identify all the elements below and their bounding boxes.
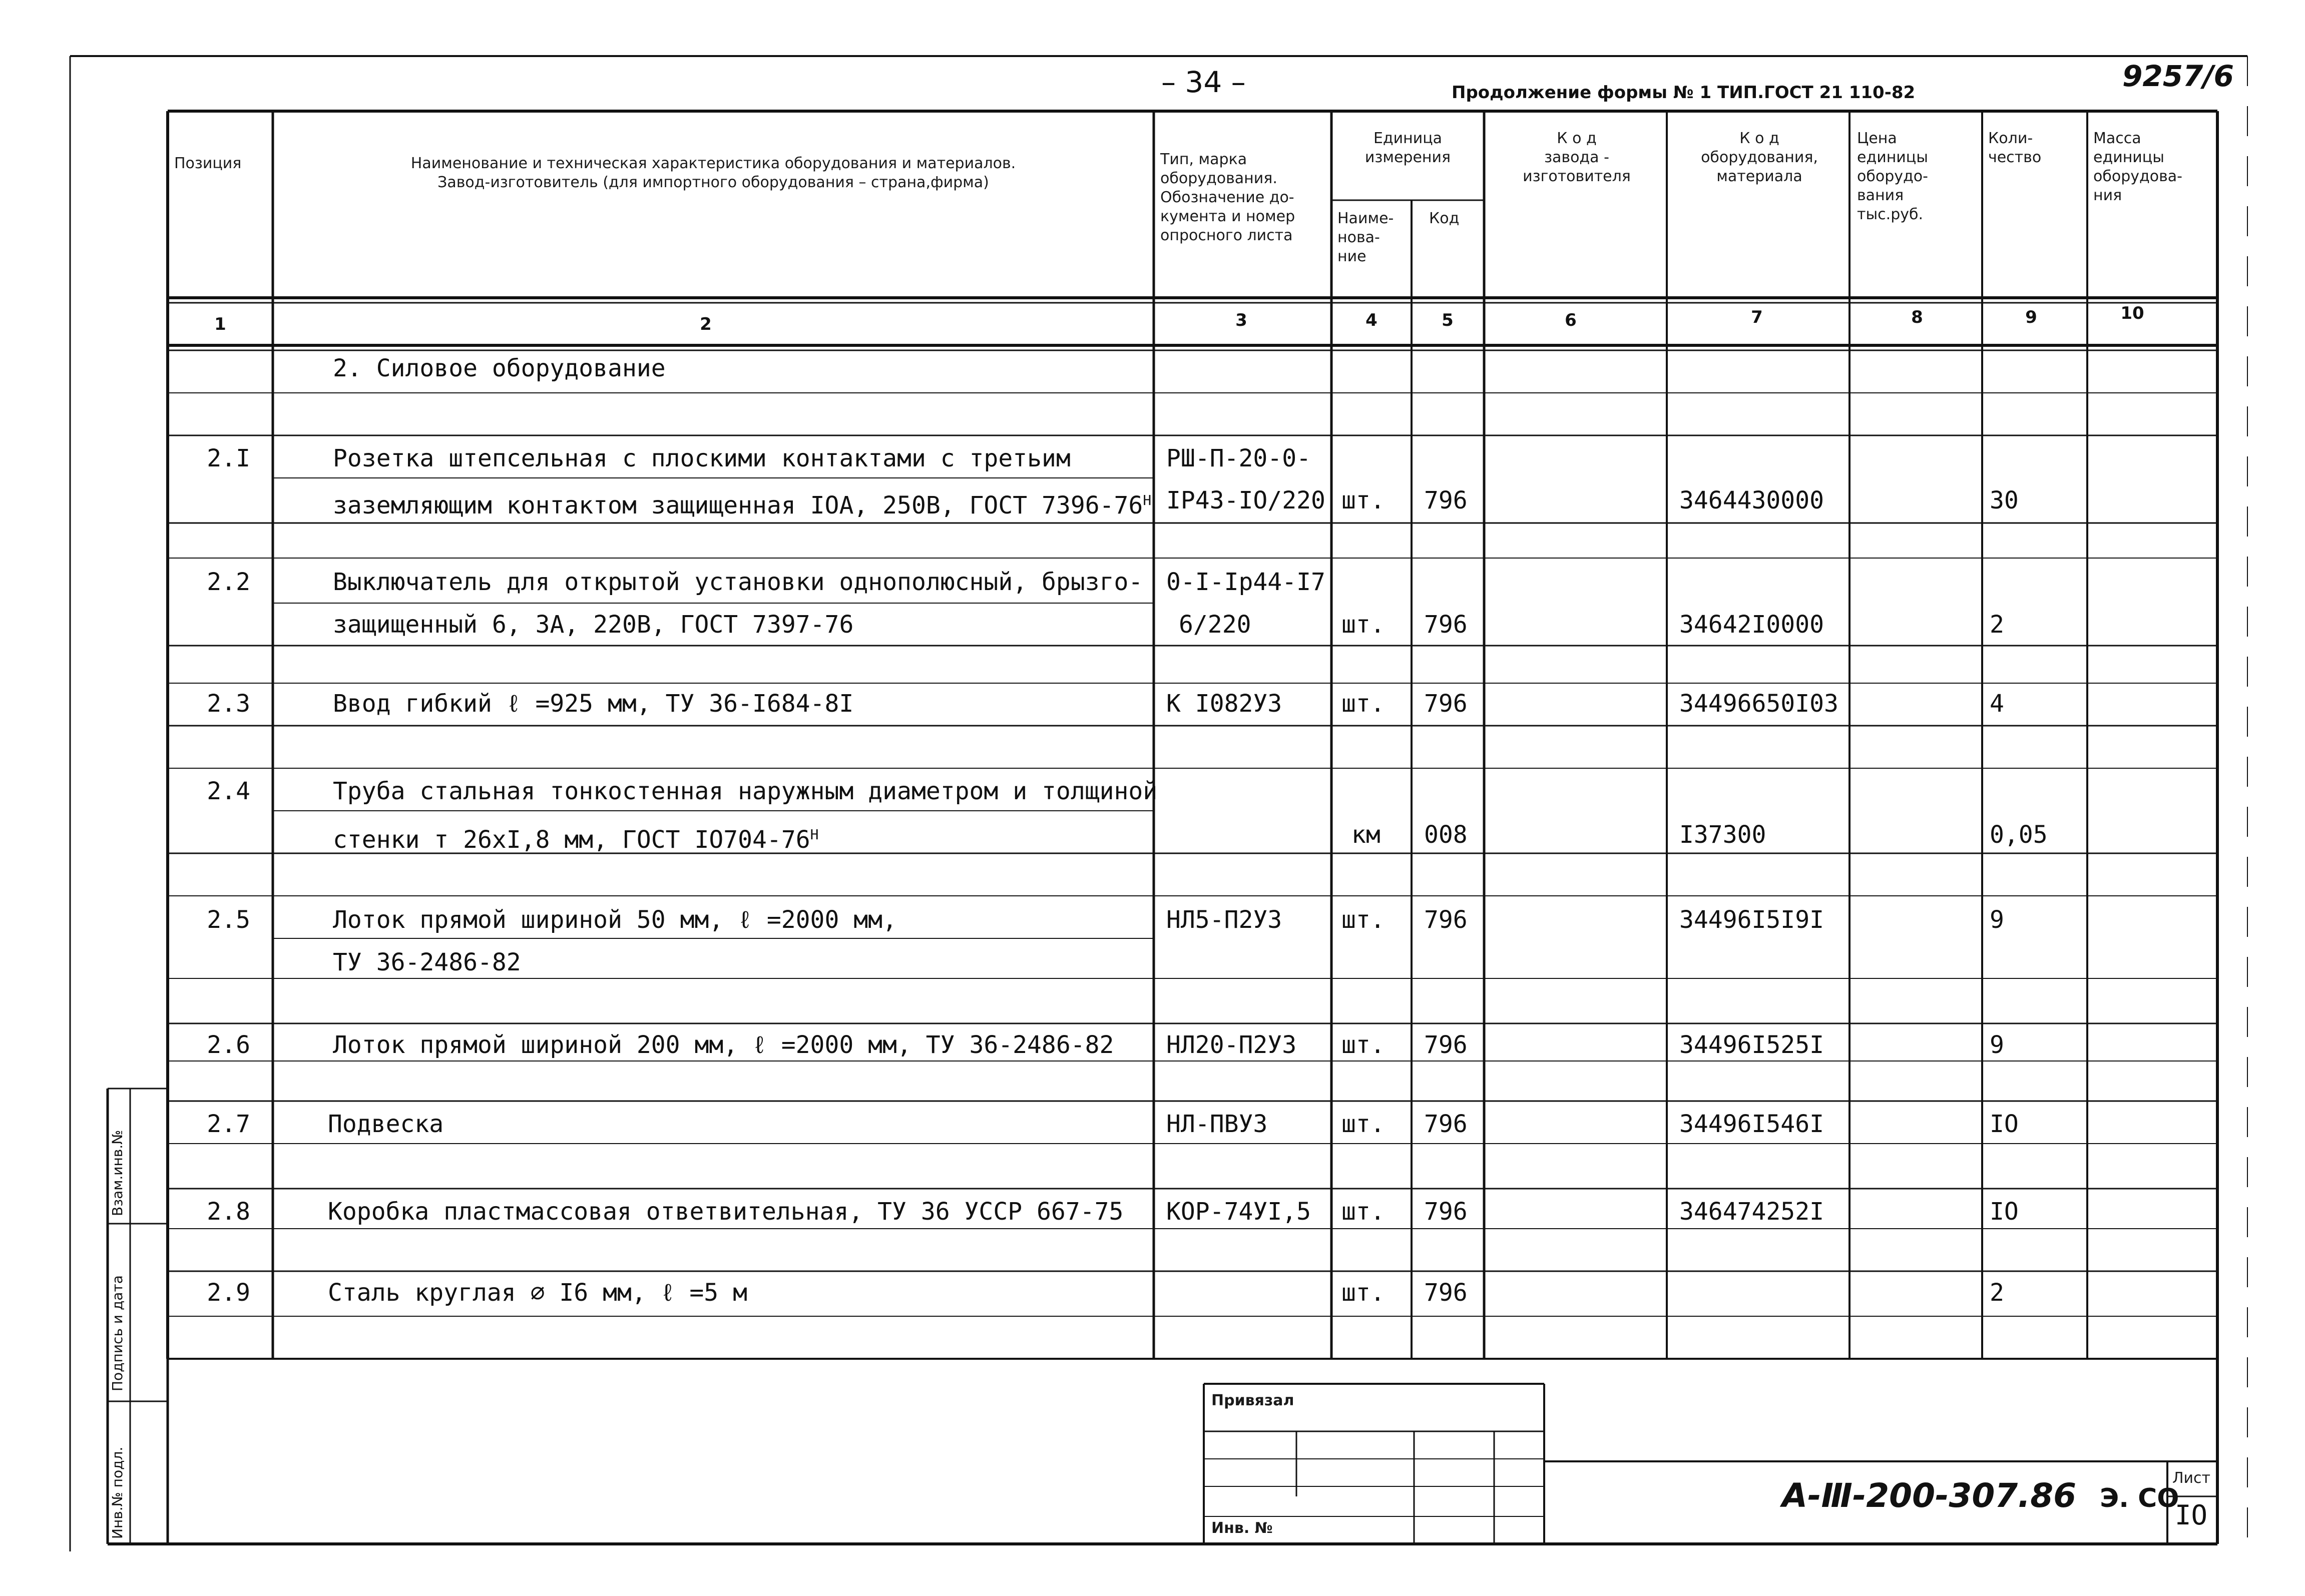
header-item-l1: К о д: [1739, 130, 1779, 147]
header-name-line2: Завод-изготовитель (для импортного оборудования – страна,фирма): [437, 174, 989, 191]
row-2-3-item-code: 34496650I03: [1679, 690, 1838, 718]
header-maker-l2: завода -: [1544, 149, 1609, 166]
row-2-3-position: 2.3: [207, 690, 250, 718]
row-2-5-position: 2.5: [207, 906, 250, 934]
page-marker: – 34 –: [1161, 65, 1246, 99]
header-type: [1160, 150, 1295, 245]
row-2-7-item-code: 34496I546I: [1679, 1110, 1824, 1138]
row-2-1-unit: шт.: [1341, 486, 1385, 514]
col-number-3: 3: [1235, 310, 1247, 330]
row-2-1-type-line1: РШ-П-20-0-: [1166, 444, 1311, 472]
row-2-9-position: 2.9: [207, 1279, 250, 1307]
row-2-2-name-line2: защищенный 6, 3А, 220В, ГОСТ 7397-76: [333, 611, 854, 639]
document-code: [1782, 1476, 2179, 1515]
col-number-10: 10: [2120, 303, 2144, 323]
row-2-8-item-code: 346474252I: [1679, 1198, 1824, 1226]
header-price-l3: оборудо-: [1857, 168, 1928, 185]
row-2-4-name-line1: Труба стальная тонкостенная наружным диаметром и толщиной: [333, 777, 1158, 805]
col-number-4: 4: [1365, 310, 1377, 330]
header-mass-l2: единицы: [2093, 149, 2164, 166]
header-mass-l1: Масса: [2093, 130, 2141, 147]
row-2-4-name-text: стенки т 26хI,8 мм, ГОСТ IO704-76: [333, 826, 810, 854]
row-2-7-position: 2.7: [207, 1110, 250, 1138]
document-code-suffix: Э. СО: [2100, 1483, 2179, 1513]
row-2-1-name-sup: Н: [1143, 492, 1152, 508]
row-2-6-qty: 9: [1990, 1031, 2004, 1059]
row-2-1-qty: 30: [1990, 486, 2019, 514]
row-2-3-name-line1: Ввод гибкий ℓ =925 мм, ТУ 36-I684-8I: [333, 690, 854, 718]
row-2-2-position: 2.2: [207, 568, 250, 596]
header-maker-l1: К о д: [1557, 130, 1597, 147]
header-position: Позиция: [174, 155, 242, 172]
col-number-8: 8: [1911, 307, 1923, 327]
row-2-6-unit: шт.: [1341, 1031, 1385, 1059]
sheet-number: IO: [2175, 1499, 2208, 1531]
header-type-l2: оборудования.: [1160, 170, 1277, 187]
header-item-l2: оборудования,: [1701, 149, 1818, 166]
row-2-8-name-line1: Коробка пластмассовая ответвительная, ТУ 36 УССР 667-75: [328, 1198, 1124, 1226]
row-2-3-qty: 4: [1990, 690, 2004, 718]
header-qty-l1: Коли-: [1988, 130, 2033, 147]
row-2-7-code: 796: [1424, 1110, 1468, 1138]
header-price-l2: единицы: [1857, 149, 1928, 166]
header-type-l1: Тип, марка: [1160, 151, 1247, 168]
row-2-2-type-line1: 0-I-Ip44-I7: [1166, 568, 1325, 596]
row-2-7-type-line1: НЛ-ПВУ3: [1166, 1110, 1268, 1138]
header-item-l3: материала: [1716, 168, 1802, 185]
row-2-4-qty: 0,05: [1990, 821, 2048, 849]
row-2-9-code: 796: [1424, 1279, 1468, 1307]
row-2-5-unit: шт.: [1341, 906, 1385, 934]
side-label-signature-date: Подпись и дата: [109, 1275, 126, 1391]
row-2-9-unit: шт.: [1341, 1279, 1385, 1307]
header-unit-l1: Единица: [1373, 130, 1443, 147]
row-2-5-name-line2: ТУ 36-2486-82: [333, 948, 521, 976]
header-unit-name-l2: нова-: [1337, 229, 1380, 246]
row-2-8-code: 796: [1424, 1198, 1468, 1226]
row-2-6-name-line1: Лоток прямой шириной 200 мм, ℓ =2000 мм, ТУ 36-2486-82: [333, 1031, 1114, 1059]
row-2-5-name-line1: Лоток прямой шириной 50 мм, ℓ =2000 мм,: [333, 906, 897, 934]
header-type-l5: опросного листа: [1160, 227, 1293, 244]
row-2-7-qty: IO: [1990, 1110, 2019, 1138]
row-2-5-qty: 9: [1990, 906, 2004, 934]
row-2-6-position: 2.6: [207, 1031, 250, 1059]
form-continuation-note: Продолжение формы № 1 ТИП.ГОСТ 21 110-82: [1452, 83, 1916, 103]
header-unit-name: [1337, 209, 1394, 266]
row-2-2-code: 796: [1424, 611, 1468, 639]
row-2-7-name-line1: Подвеска: [328, 1110, 444, 1138]
row-2-9-qty: 2: [1990, 1279, 2004, 1307]
header-type-l3: Обозначение до-: [1160, 189, 1294, 206]
header-mass-l3: оборудова-: [2093, 168, 2182, 185]
row-2-1-position: 2.I: [207, 444, 250, 472]
row-2-2-name-line1: Выключатель для открытой установки однополюсный, брызго-: [333, 568, 1143, 596]
header-unit-name-l3: ние: [1337, 248, 1366, 265]
header-maker-code: [1489, 129, 1664, 186]
stamp-privyazal: Привязал: [1211, 1392, 1294, 1409]
header-item-code: [1672, 129, 1847, 186]
row-2-4-item-code: I37300: [1679, 821, 1766, 849]
row-2-1-type-line2: IР43-IO/220: [1166, 486, 1325, 514]
row-2-6-type-line1: НЛ20-П2У3: [1166, 1031, 1297, 1059]
header-qty-l2: чество: [1988, 149, 2042, 166]
row-2-2-qty: 2: [1990, 611, 2004, 639]
row-2-4-unit: км: [1351, 821, 1380, 849]
row-2-8-unit: шт.: [1341, 1198, 1385, 1226]
header-type-l4: кумента и номер: [1160, 208, 1295, 225]
header-unit-name-l1: Наиме-: [1337, 210, 1394, 227]
side-label-replace-inv: Взам.инв.№: [109, 1130, 126, 1216]
row-2-7-unit: шт.: [1341, 1110, 1385, 1138]
document-code-text: А-Ⅲ-200-307.86: [1782, 1476, 2077, 1515]
header-name: [280, 154, 1146, 192]
row-2-4-name-sup: Н: [810, 826, 819, 843]
row-2-3-code: 796: [1424, 690, 1468, 718]
sheet-label: Лист: [2172, 1469, 2211, 1487]
header-unit-code: Код: [1429, 210, 1460, 227]
row-2-9-name-line1: Сталь круглая ∅ I6 мм, ℓ =5 м: [328, 1279, 747, 1307]
section-title: 2. Силовое оборудование: [333, 354, 666, 382]
row-2-4-position: 2.4: [207, 777, 250, 805]
row-2-1-code: 796: [1424, 486, 1468, 514]
stamp-inv-number: Инв. №: [1211, 1519, 1273, 1537]
row-2-1-name-line2: [333, 486, 1151, 519]
header-unit: [1334, 129, 1482, 167]
row-2-6-code: 796: [1424, 1031, 1468, 1059]
header-price: [1857, 129, 1928, 224]
row-2-4-code: 008: [1424, 821, 1468, 849]
col-number-7: 7: [1751, 307, 1763, 327]
row-2-5-code: 796: [1424, 906, 1468, 934]
row-2-2-type-line2: 6/220: [1179, 611, 1251, 639]
header-name-line1: Наименование и техническая характеристика оборудования и материалов.: [410, 155, 1016, 172]
header-price-l1: Цена: [1857, 130, 1897, 147]
row-2-8-qty: IO: [1990, 1198, 2019, 1226]
header-mass: [2093, 129, 2182, 205]
col-number-1: 1: [214, 314, 226, 334]
row-2-8-position: 2.8: [207, 1198, 250, 1226]
row-2-6-item-code: 34496I525I: [1679, 1031, 1824, 1059]
col-number-6: 6: [1565, 310, 1577, 330]
row-2-3-unit: шт.: [1341, 690, 1385, 718]
row-2-5-item-code: 34496I5I9I: [1679, 906, 1824, 934]
header-price-l4: вания: [1857, 187, 1904, 204]
side-label-inv-original: Инв.№ подл.: [109, 1446, 126, 1539]
header-mass-l4: ния: [2093, 187, 2122, 204]
row-2-3-type-line1: К I082У3: [1166, 690, 1282, 718]
header-price-l5: тыс.руб.: [1857, 206, 1924, 223]
col-number-9: 9: [2025, 307, 2037, 327]
header-maker-l3: изготовителя: [1523, 168, 1631, 185]
corner-code: 9257/6: [2122, 59, 2234, 93]
row-2-5-type-line1: НЛ5-П2У3: [1166, 906, 1282, 934]
col-number-2: 2: [700, 314, 712, 334]
row-2-8-type-line1: КОР-74УI,5: [1166, 1198, 1311, 1226]
row-2-2-item-code: 34642I0000: [1679, 611, 1824, 639]
row-2-4-name-line2: [333, 821, 819, 854]
row-2-1-name-line1: Розетка штепсельная с плоскими контактами с третьим: [333, 444, 1071, 472]
row-2-2-unit: шт.: [1341, 611, 1385, 639]
header-unit-l2: измерения: [1364, 149, 1451, 166]
row-2-1-item-code: 3464430000: [1679, 486, 1824, 514]
row-2-1-name-text: заземляющим контактом защищенная IOA, 250B, ГОСТ 7396-76: [333, 491, 1143, 519]
col-number-5: 5: [1442, 310, 1454, 330]
header-qty: [1988, 129, 2041, 167]
